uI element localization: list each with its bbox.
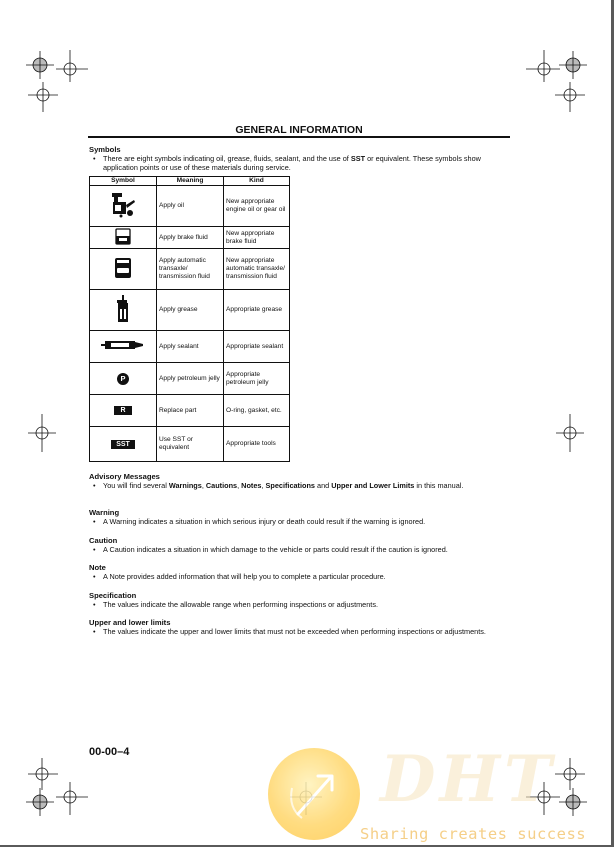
- symbol-cell: [90, 290, 157, 331]
- watermark-brand: DHT: [380, 742, 556, 817]
- symbol-cell: [90, 363, 157, 395]
- table-row: [90, 290, 290, 331]
- table-row: [90, 186, 290, 227]
- page-heading: GENERAL INFORMATION: [235, 124, 363, 136]
- symbols-intro: • There are eight symbols indicating oil, grease, fluids, sealant, and the use of SST or equivalent. These symbols show application points or use of these materials during service.: [103, 154, 508, 172]
- advisory-title: Advisory Messages: [89, 472, 160, 481]
- table-header-row: [90, 177, 290, 186]
- column-header-kind: Kind: [224, 177, 290, 186]
- specification-text: • The values indicate the allowable range when performing inspections or adjustments.: [103, 600, 508, 609]
- kind-cell: New appropriate engine oil or gear oil: [224, 186, 290, 227]
- arrow-icon: [268, 748, 360, 840]
- note-title: Note: [89, 563, 106, 572]
- oil-can-icon: [110, 192, 136, 218]
- sst-icon: SST: [111, 440, 135, 449]
- table-row: [90, 227, 290, 249]
- heading-rule: [88, 136, 510, 138]
- replace-part-icon: R: [114, 406, 131, 415]
- table-row: [90, 427, 290, 462]
- column-header-symbol: Symbol: [90, 177, 157, 186]
- meaning-cell: Apply sealant: [157, 331, 224, 363]
- limits-text: • The values indicate the upper and lower limits that must not be exceeded when performing inspections or adjustments.: [103, 627, 498, 636]
- kind-cell: Appropriate tools: [224, 427, 290, 462]
- meaning-cell: Apply automatic transaxle/ transmission fluid: [157, 249, 224, 290]
- limits-title: Upper and lower limits: [89, 618, 171, 627]
- advisory-text: • You will find several Warnings, Cautions, Notes, Specifications and Upper and Lower Limits in this manual.: [103, 481, 508, 490]
- caution-text: • A Caution indicates a situation in which damage to the vehicle or parts could result if the caution is ignored.: [103, 545, 508, 554]
- note-text: • A Note provides added information that will help you to complete a particular procedure.: [103, 572, 508, 581]
- kind-cell: Appropriate grease: [224, 290, 290, 331]
- kind-cell: Appropriate petroleum jelly: [224, 363, 290, 395]
- sealant-tube-icon: [101, 339, 145, 351]
- meaning-cell: Apply oil: [157, 186, 224, 227]
- watermark-logo: [268, 748, 360, 840]
- table-row: [90, 331, 290, 363]
- symbol-cell: [90, 227, 157, 249]
- meaning-cell: Apply brake fluid: [157, 227, 224, 249]
- kind-cell: Appropriate sealant: [224, 331, 290, 363]
- symbol-cell: [90, 186, 157, 227]
- kind-cell: O-ring, gasket, etc.: [224, 395, 290, 427]
- kind-cell: New appropriate brake fluid: [224, 227, 290, 249]
- brake-fluid-can-icon: [114, 228, 132, 245]
- symbol-cell: [90, 427, 157, 462]
- meaning-cell: Apply petroleum jelly: [157, 363, 224, 395]
- warning-title: Warning: [89, 508, 120, 517]
- specification-title: Specification: [89, 591, 137, 600]
- petroleum-jelly-icon: P: [117, 373, 129, 385]
- symbol-cell: [90, 395, 157, 427]
- symbols-table: [89, 176, 290, 462]
- table-row: [90, 363, 290, 395]
- symbol-cell: [90, 331, 157, 363]
- meaning-cell: Replace part: [157, 395, 224, 427]
- watermark-text: Sharing creates success: [360, 825, 587, 843]
- table-row: [90, 249, 290, 290]
- grease-gun-icon: [114, 295, 132, 323]
- warning-text: • A Warning indicates a situation in which serious injury or death could result if the warning is ignored.: [103, 517, 508, 526]
- symbol-cell: [90, 249, 157, 290]
- caution-title: Caution: [89, 536, 118, 545]
- page-number: 00-00–4: [89, 746, 130, 758]
- symbols-title: Symbols: [89, 145, 121, 154]
- meaning-cell: Use SST or equivalent: [157, 427, 224, 462]
- meaning-cell: Apply grease: [157, 290, 224, 331]
- column-header-meaning: Meaning: [157, 177, 224, 186]
- table-row: [90, 395, 290, 427]
- transmission-fluid-can-icon: [113, 257, 133, 279]
- kind-cell: New appropriate automatic transaxle/ transmission fluid: [224, 249, 290, 290]
